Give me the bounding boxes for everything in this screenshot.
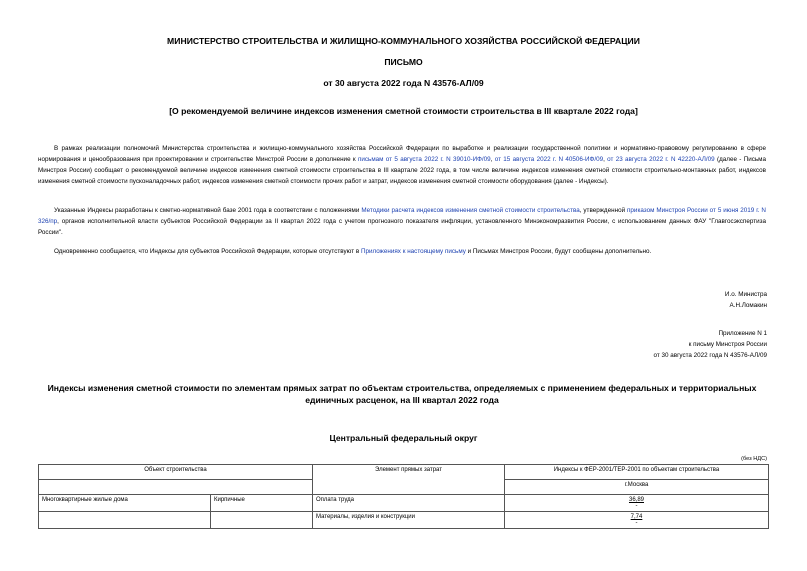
header-city: г.Москва — [505, 480, 769, 495]
appendix-label: Приложение N 1 — [718, 330, 767, 337]
cell-element: Материалы, изделия и конструкции — [313, 512, 505, 529]
cell-material — [211, 512, 313, 529]
document-date-number: от 30 августа 2022 года N 43576-АЛ/09 — [323, 78, 484, 88]
link-letter-40506[interactable]: от 15 августа 2022 г. N 40506-ИФ/09 — [494, 156, 604, 163]
paragraph-text: , — [603, 156, 608, 163]
paragraph-text: , — [490, 156, 495, 163]
appendix-to: к письму Минстроя России — [688, 341, 767, 348]
header-object: Объект строительства — [39, 465, 313, 480]
paragraph-1 — [38, 143, 766, 187]
header-element: Элемент прямых затрат — [313, 465, 505, 495]
district-heading: Центральный федеральный округ — [329, 433, 478, 443]
appendix-date: от 30 августа 2022 года N 43576-АЛ/09 — [653, 352, 767, 359]
paragraph-text: Указанные Индексы разработаны к сметно-нормативной базе 2001 года в соответствии с положениями — [54, 207, 362, 214]
table-row — [39, 495, 769, 512]
paragraph-3 — [38, 246, 766, 257]
appendix-block — [653, 328, 767, 361]
paragraph-text: Одновременно сообщается, что Индексы для субъектов Российской Федерации, которые отсутствуют в — [54, 248, 361, 255]
table-row — [39, 512, 769, 529]
cell-element: Оплата труда — [313, 495, 505, 512]
link-appendices[interactable]: Приложениях к настоящему письму — [360, 248, 466, 255]
paragraph-text: , утвержденной — [579, 207, 628, 214]
paragraph-2 — [38, 205, 766, 238]
index-extra: - — [635, 503, 638, 509]
index-value: 7,74 — [630, 514, 643, 520]
cell-object — [39, 512, 211, 529]
signature-position: И.о. Министра — [724, 291, 767, 298]
paragraph-text: , органов исполнительной власти субъектов Российской Федерации за II квартал 2022 года с учетом прогнозного показателя инфляции, установленного Минэкономразвития России, с использованием данных ФАУ "Главгосэкспертиза России". — [38, 218, 766, 236]
cell-object: Многоквартирные жилые дома — [39, 495, 211, 512]
paragraph-text: и Письмах Минстроя России, будут сообщены дополнительно. — [465, 248, 652, 255]
cell-material: Кирпичные — [211, 495, 313, 512]
index-extra: - — [635, 520, 638, 526]
index-value: 36,89 — [628, 497, 644, 503]
paragraph-text: (далее - Письма Минстроя России) сообщает о рекомендуемой величине индексов изменения сметной стоимости строительства в III квартале 2022 года, в том числе величине индексов изменения сметной стоимости строительно-монтажных работ, индексов изменения сметной стоимости пусконаладочных работ, индексов изменения сметной стоимости прочих работ и затрат, индексов изменения сметной стоимости оборудования (далее - Индексы). — [38, 156, 766, 185]
link-letter-39010[interactable]: письмам от 5 августа 2022 г. N 39010-ИФ/09 — [357, 156, 491, 163]
document-type: ПИСЬМО — [384, 57, 423, 67]
table-header-row — [39, 465, 769, 480]
unit-note: (без НДС) — [741, 456, 767, 462]
link-letter-42220[interactable]: от 23 августа 2022 г. N 42220-АЛ/09 — [607, 156, 715, 163]
ministry-heading: МИНИСТЕРСТВО СТРОИТЕЛЬСТВА И ЖИЛИЩНО-КОММУНАЛЬНОГО ХОЗЯЙСТВА РОССИЙСКОЙ ФЕДЕРАЦИИ — [167, 36, 640, 46]
paragraph-text: В рамках реализации полномочий Министерства строительства и жилищно-коммунального хозяйства Российской Федерации по выработке и реализации государственной политики и нормативно-правовому регулированию в сфере нормирования и ценообразования при проектировании и строительстве Минстрой России в дополнение к — [38, 145, 766, 163]
document-subject: [О рекомендуемой величине индексов изменения сметной стоимости строительства в III квартале 2022 года] — [169, 106, 638, 116]
link-methodology[interactable]: Методики расчета индексов изменения сметной стоимости строительства — [361, 207, 580, 214]
signature-name: А.Н.Ломакин — [729, 302, 767, 309]
link-order-326[interactable]: приказом Минстроя России от 5 июня 2019 г. N 326/пр — [38, 207, 766, 225]
header-object-blank — [39, 480, 313, 495]
index-table — [38, 464, 769, 529]
cell-value — [505, 495, 769, 512]
table-title: Индексы изменения сметной стоимости по элементам прямых затрат по объектам строительства, определяемых с применением федеральных и территориальных единичных расценок, на III квартал 2022 года — [47, 383, 757, 405]
header-index: Индексы к ФЕР-2001/ТЕР-2001 по объектам строительства — [505, 465, 769, 480]
signature-block — [725, 289, 767, 311]
cell-value — [505, 512, 769, 529]
